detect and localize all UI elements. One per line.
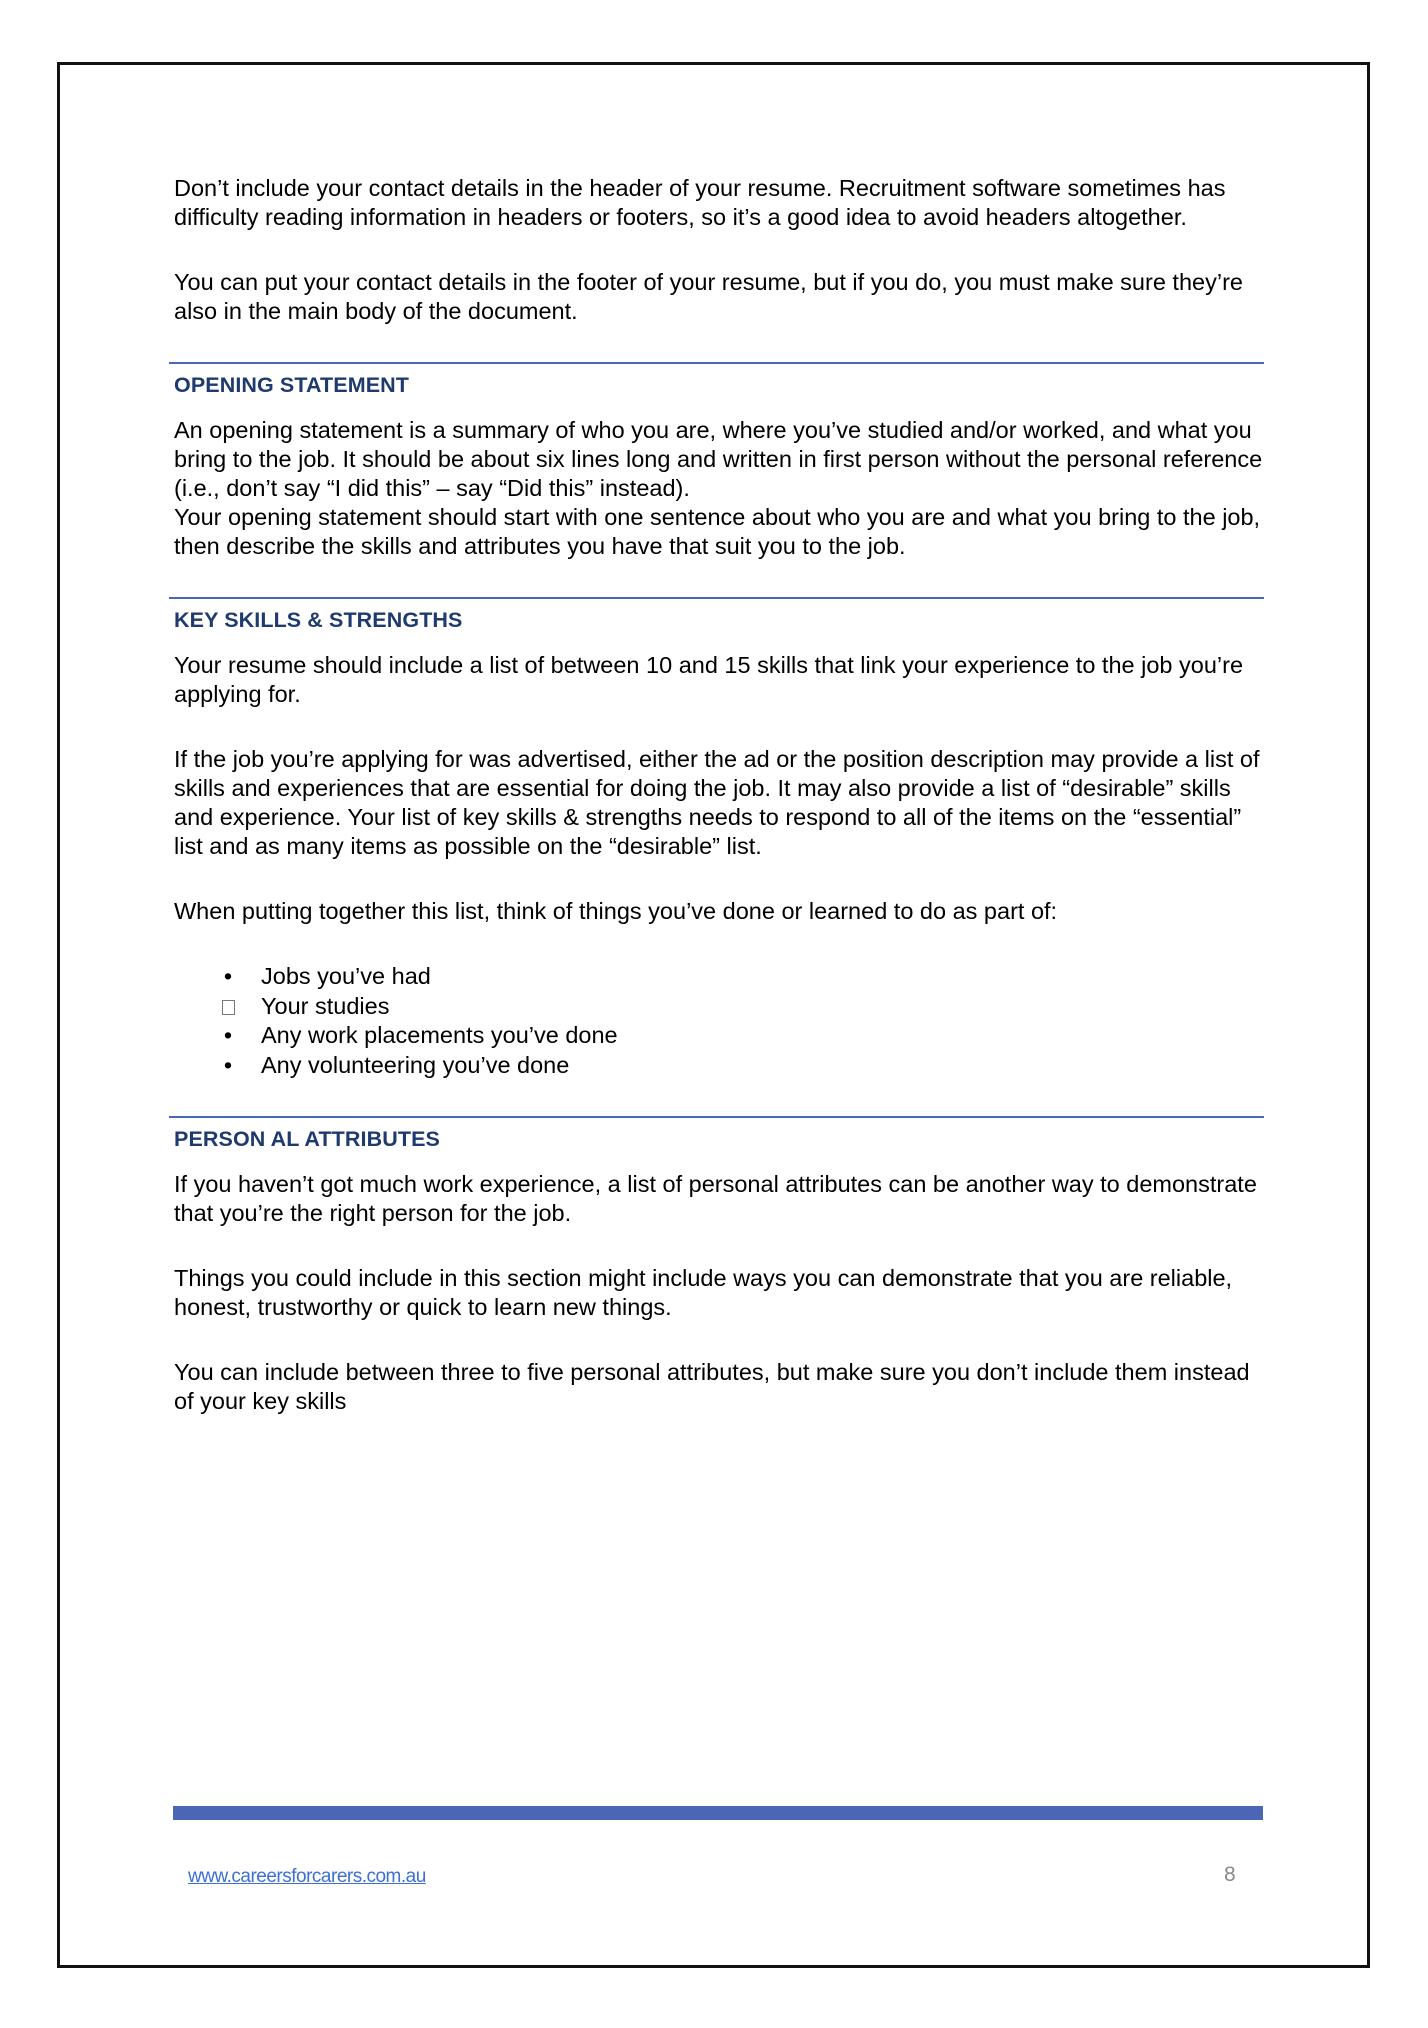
opening-paragraph-2: Your opening statement should start with one sentence about who you are and what you bring to the job, then describe the skills and attributes you have that suit you to the job. — [174, 504, 1261, 559]
section-opening-statement — [174, 362, 1264, 561]
section-divider — [169, 1116, 1264, 1118]
skills-paragraph-2: If the job you’re applying for was advertised, either the ad or the position description may provide a list of skills and experiences that are essential for doing the job. It may also provide a list of “desirable” skills and experience. Your list of key skills & strengths needs to respond to all of the items on the “essential” list and as many items as possible on the “desirable” list. — [174, 746, 1260, 859]
section-key-skills — [174, 597, 1264, 1080]
footer-bar — [173, 1806, 1263, 1820]
skills-paragraph-3: When putting together this list, think of things you’ve done or learned to do as part of: — [174, 898, 1058, 924]
bullet-dot-icon: • — [223, 963, 233, 989]
list-item — [174, 1021, 1264, 1051]
bullet-square-icon — [218, 992, 238, 1023]
bullet-dot-icon: • — [223, 1022, 233, 1048]
section-title-personal: PERSON AL ATTRIBUTES — [174, 1127, 440, 1151]
personal-paragraph-2: Things you could include in this section might include ways you can demonstrate that you are reliable, honest, trustworthy or quick to learn new things. — [174, 1265, 1233, 1320]
personal-paragraph-1: If you haven’t got much work experience, a list of personal attributes can be another way to demonstrate that you’re the right person for the job. — [174, 1171, 1257, 1226]
bullet-dot-icon: • — [223, 1051, 233, 1078]
page-number: 8 — [1224, 1863, 1236, 1886]
personal-paragraph-3: You can include between three to five personal attributes, but make sure you don’t include them instead of your key skills — [174, 1359, 1250, 1414]
section-personal-attributes — [174, 1116, 1264, 1416]
experience-list — [174, 962, 1264, 1080]
list-item-text: Your studies — [261, 992, 390, 1019]
list-item-text: Jobs you’ve had — [261, 963, 431, 989]
skills-paragraph-1: Your resume should include a list of between 10 and 15 skills that link your experience to the job you’re applying for. — [174, 652, 1244, 707]
list-item — [174, 962, 1264, 992]
intro-paragraph-2: You can put your contact details in the footer of your resume, but if you do, you must make sure they’re also in the main body of the document. — [174, 269, 1243, 324]
list-item-text: Any work placements you’ve done — [261, 1022, 618, 1048]
list-item-text: Any volunteering you’ve done — [261, 1051, 570, 1078]
section-title-opening: OPENING STATEMENT — [174, 373, 410, 397]
website-link[interactable]: www.careersforcarers.com.au — [188, 1866, 426, 1887]
list-item — [174, 992, 1264, 1022]
list-item — [174, 1051, 1264, 1081]
document-body — [174, 174, 1264, 1452]
intro-paragraph-1: Don’t include your contact details in the header of your resume. Recruitment software sometimes has difficulty reading information in headers or footers, so it’s a good idea to avoid headers altogether. — [174, 175, 1226, 230]
opening-paragraph-1: An opening statement is a summary of who you are, where you’ve studied and/or worked, and what you bring to the job. It should be about six lines long and written in first person without the personal reference (i.e., don’t say “I did this” – say “Did this” instead). — [174, 417, 1263, 501]
section-title-skills: KEY SKILLS & STRENGTHS — [174, 608, 463, 632]
section-divider — [169, 362, 1264, 364]
section-divider — [169, 597, 1264, 599]
